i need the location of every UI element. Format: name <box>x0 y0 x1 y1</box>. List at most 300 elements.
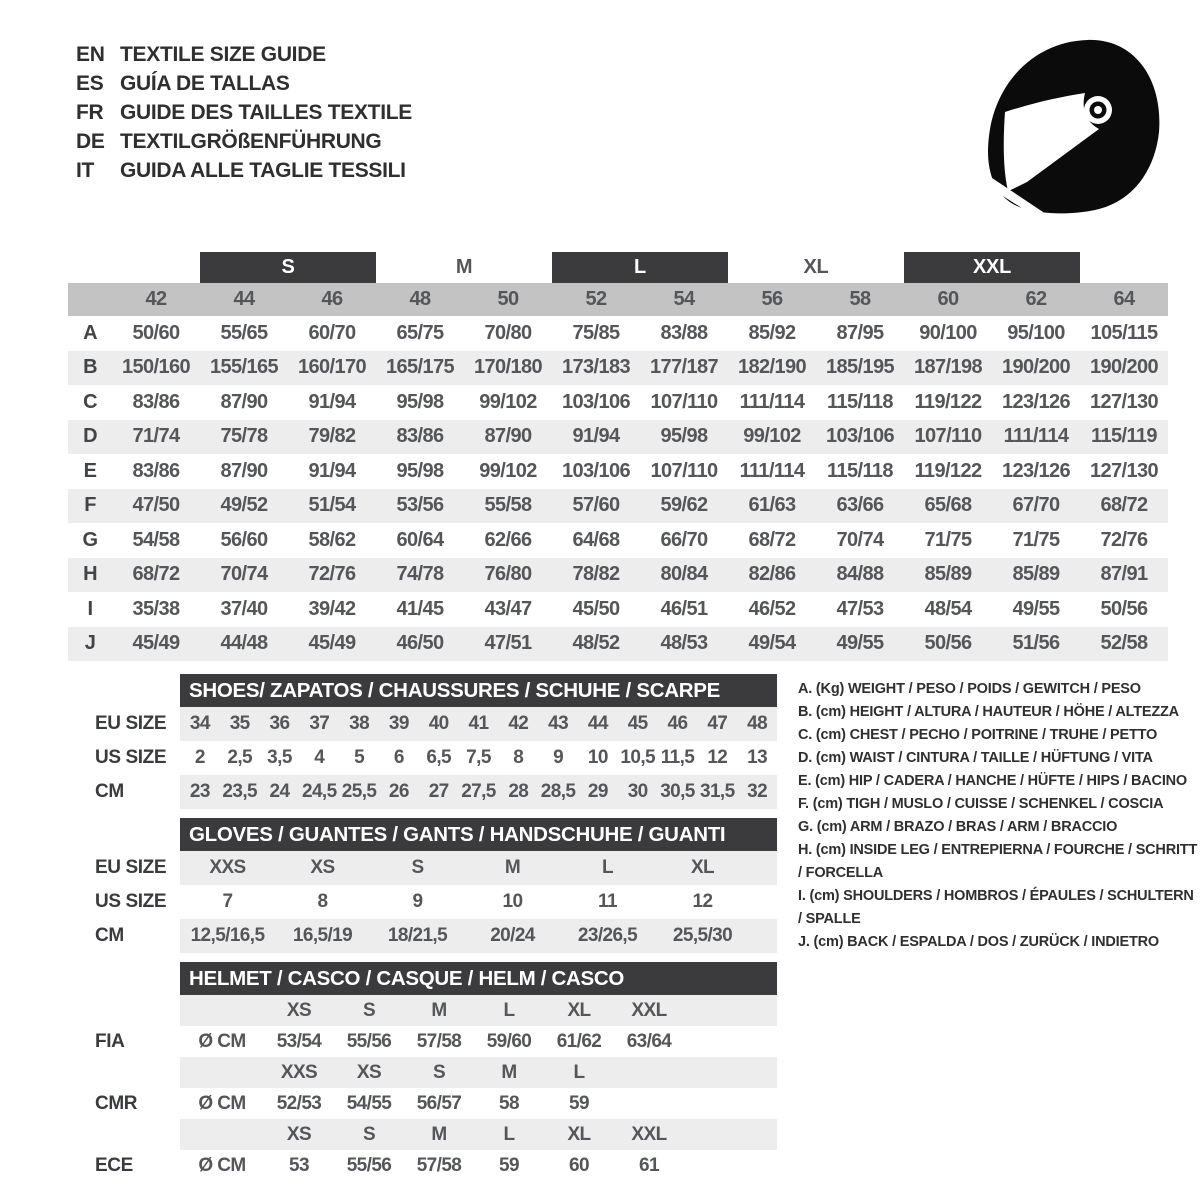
helmet-cell: 59 <box>499 1154 519 1176</box>
size-cell: 83/86 <box>132 390 180 413</box>
row-label: CM <box>95 781 124 802</box>
size-cell: 53/56 <box>396 494 444 517</box>
shoes-cell: 46 <box>667 713 688 734</box>
size-cell: 71/75 <box>1012 528 1060 551</box>
size-cell: 190/200 <box>1089 356 1159 379</box>
helmet-row <box>68 1057 1168 1088</box>
helmet-cells <box>180 1088 777 1119</box>
shoes-cell: 2,5 <box>227 747 252 768</box>
size-cell: 59/62 <box>660 494 708 517</box>
row-letter: E <box>83 459 97 482</box>
size-cell: 87/90 <box>220 390 268 413</box>
size-column-header: 42 <box>145 288 167 310</box>
gloves-cell: 7 <box>222 891 233 912</box>
size-row <box>68 454 1168 489</box>
gloves-cell: 12 <box>692 891 713 912</box>
size-cell: 74/78 <box>396 563 444 586</box>
size-cell: 78/82 <box>572 563 620 586</box>
shoes-cell: 40 <box>428 713 449 734</box>
gloves-cell: 18/21,5 <box>387 925 448 946</box>
row-label: EU SIZE <box>95 857 167 878</box>
gloves-cells <box>180 851 777 885</box>
size-cell: 67/70 <box>1012 494 1060 517</box>
row-label <box>68 995 180 1026</box>
size-cell: 115/119 <box>1091 425 1157 448</box>
gloves-cell: 23/26,5 <box>577 925 638 946</box>
size-cell: 71/75 <box>924 528 972 551</box>
row-label: US SIZE <box>95 891 167 912</box>
row-letter: H <box>83 563 97 586</box>
helmet-cell: S <box>362 999 376 1021</box>
legend-line: B. (cm) HEIGHT / ALTURA / HAUTEUR / HÖHE / ALTEZZA <box>798 704 1179 720</box>
helmet-row <box>68 1026 1168 1057</box>
size-cell: 85/92 <box>748 321 796 344</box>
size-cell: 48/54 <box>924 597 972 620</box>
size-cell: 165/175 <box>385 356 455 379</box>
row-letter: C <box>83 390 97 413</box>
helmet-cell: 59/60 <box>486 1030 532 1052</box>
row-letter: J <box>84 632 96 655</box>
helmet-cell <box>180 1119 264 1150</box>
size-cell: 99/102 <box>743 425 801 448</box>
size-cell: 68/72 <box>748 528 796 551</box>
legend-line: J. (cm) BACK / ESPALDA / DOS / ZURÜCK / INDIETRO <box>798 934 1159 950</box>
size-cell: 95/98 <box>396 459 444 482</box>
size-row <box>68 316 1168 351</box>
shoes-cell: 9 <box>553 747 564 768</box>
shoes-cells <box>180 775 777 809</box>
size-cell: 185/195 <box>825 356 895 379</box>
size-group-header: XXL <box>904 252 1080 283</box>
row-letter: D <box>83 425 97 448</box>
size-cell: 65/68 <box>924 494 972 517</box>
helmet-cell: L <box>503 1123 515 1145</box>
size-cell: 61/63 <box>748 494 796 517</box>
size-column-header: 48 <box>409 288 431 310</box>
size-cell: 41/45 <box>396 597 444 620</box>
size-cell: 70/80 <box>484 321 532 344</box>
language-code: EN <box>76 42 105 66</box>
gloves-cell: XXS <box>209 857 246 878</box>
shoes-cell: 39 <box>388 713 409 734</box>
shoes-cell: 10,5 <box>620 747 655 768</box>
size-cell: 127/130 <box>1089 459 1159 482</box>
size-cell: 90/100 <box>919 321 977 344</box>
size-rows <box>68 316 1168 661</box>
size-cell: 107/110 <box>914 425 982 448</box>
helmet-cell <box>180 995 264 1026</box>
size-cell: 47/51 <box>484 632 532 655</box>
size-cell: 66/70 <box>660 528 708 551</box>
shoes-cell: 24 <box>269 781 290 802</box>
gloves-cell: 25,5/30 <box>672 925 733 946</box>
shoes-cell: 30 <box>627 781 648 802</box>
helmet-cell: 55/56 <box>346 1030 392 1052</box>
helmet-icon-svg <box>975 36 1165 216</box>
shoes-cell: 43 <box>548 713 569 734</box>
helmet-cell: XXL <box>631 1123 667 1145</box>
gloves-cell: M <box>504 857 521 878</box>
size-cell: 47/50 <box>132 494 180 517</box>
size-cell: 83/86 <box>132 459 180 482</box>
shoes-cell: 3,5 <box>267 747 292 768</box>
shoes-cell: 47 <box>707 713 728 734</box>
language-row <box>76 40 412 69</box>
size-cell: 60/64 <box>396 528 444 551</box>
size-cell: 127/130 <box>1089 390 1159 413</box>
shoes-cell: 10 <box>587 747 608 768</box>
gloves-cell: XS <box>310 857 335 878</box>
language-row <box>76 69 412 98</box>
shoes-cell: 23 <box>189 781 210 802</box>
size-cell: 72/76 <box>308 563 356 586</box>
shoes-cell: 25,5 <box>341 781 377 802</box>
helmet-cells <box>180 995 777 1026</box>
size-cell: 47/53 <box>836 597 884 620</box>
size-cell: 70/74 <box>220 563 268 586</box>
gloves-cell: 8 <box>317 891 328 912</box>
gloves-cell: 16,5/19 <box>292 925 353 946</box>
helmet-cell: Ø CM <box>198 1154 246 1176</box>
size-cell: 115/118 <box>827 390 893 413</box>
size-cell: 62/66 <box>484 528 532 551</box>
size-group-header: XL <box>803 256 829 278</box>
shoes-cell: 41 <box>468 713 489 734</box>
size-column-band <box>68 283 1168 316</box>
size-cell: 68/72 <box>1100 494 1148 517</box>
size-cell: 44/48 <box>220 632 268 655</box>
size-cell: 56/60 <box>220 528 268 551</box>
size-cell: 50/56 <box>1100 597 1148 620</box>
row-label: EU SIZE <box>95 713 167 734</box>
size-cell: 63/66 <box>836 494 884 517</box>
size-cell: 82/86 <box>748 563 796 586</box>
shoes-cell: 6,5 <box>426 747 451 768</box>
shoes-cell: 4 <box>314 747 325 768</box>
shoes-cell: 5 <box>354 747 365 768</box>
helmet-cell: 57/58 <box>416 1154 462 1176</box>
size-cell: 48/52 <box>572 632 620 655</box>
main-size-table <box>68 252 1168 661</box>
size-cell: 83/86 <box>396 425 444 448</box>
helmet-cell: XXS <box>280 1061 318 1083</box>
row-letter: G <box>82 528 98 551</box>
size-cell: 87/91 <box>1100 563 1148 586</box>
size-cell: 65/75 <box>396 321 444 344</box>
size-cell: 111/114 <box>739 390 805 413</box>
shoes-cell: 42 <box>508 713 529 734</box>
size-cell: 75/78 <box>220 425 268 448</box>
shoes-cell: 27 <box>428 781 449 802</box>
helmet-cell: 61 <box>639 1154 659 1176</box>
size-cell: 68/72 <box>132 563 180 586</box>
row-letter: F <box>84 494 96 517</box>
size-cell: 115/118 <box>827 459 893 482</box>
size-cell: 57/60 <box>572 494 620 517</box>
language-list <box>76 40 412 185</box>
helmet-rows <box>68 995 1168 1181</box>
size-cell: 103/106 <box>561 390 631 413</box>
language-code: IT <box>76 158 95 182</box>
size-cell: 182/190 <box>737 356 807 379</box>
size-cell: 190/200 <box>1001 356 1071 379</box>
gloves-cell: 10 <box>502 891 523 912</box>
size-cell: 119/122 <box>914 459 982 482</box>
shoes-cell: 28,5 <box>540 781 576 802</box>
size-cell: 46/50 <box>396 632 444 655</box>
helmet-row <box>68 1150 1168 1181</box>
size-row <box>68 385 1168 420</box>
size-row <box>68 489 1168 524</box>
gloves-cell: L <box>601 857 613 878</box>
size-cell: 48/53 <box>660 632 708 655</box>
helmet-row <box>68 1088 1168 1119</box>
helmet-section <box>68 962 1168 1181</box>
legend-line: H. (cm) INSIDE LEG / ENTREPIERNA / FOURCHE / SCHRITT / FORCELLA <box>798 842 1198 881</box>
size-cell: 107/110 <box>650 390 718 413</box>
shoes-title-bar: SHOES/ ZAPATOS / CHAUSSURES / SCHUHE / SCARPE <box>180 674 777 707</box>
helmet-cell: Ø CM <box>198 1092 246 1114</box>
size-cell: 111/114 <box>739 459 805 482</box>
size-cell: 49/54 <box>748 632 796 655</box>
gloves-cells <box>180 885 777 919</box>
size-cell: 177/187 <box>649 356 719 379</box>
size-cell: 173/183 <box>561 356 631 379</box>
helmet-cell: 57/58 <box>416 1030 462 1052</box>
helmet-cells <box>180 1057 777 1088</box>
helmet-cell: XS <box>286 999 312 1021</box>
size-cell: 87/95 <box>836 321 884 344</box>
helmet-row <box>68 995 1168 1026</box>
helmet-cell: M <box>431 999 447 1021</box>
gloves-cell: 12,5/16,5 <box>190 925 265 946</box>
helmet-cell: M <box>431 1123 447 1145</box>
size-cell: 150/160 <box>121 356 191 379</box>
size-cell: 123/126 <box>1001 390 1071 413</box>
shoes-cell: 35 <box>229 713 250 734</box>
helmet-cell: 56/57 <box>416 1092 462 1114</box>
language-code: ES <box>76 71 104 95</box>
gloves-cell: 20/24 <box>490 925 535 946</box>
gloves-cells <box>180 919 777 953</box>
shoes-cell: 7,5 <box>466 747 491 768</box>
language-label: GUIDA ALLE TAGLIE TESSILI <box>120 158 406 182</box>
size-cell: 95/98 <box>660 425 708 448</box>
size-cell: 49/55 <box>836 632 884 655</box>
size-group-header: M <box>455 256 473 278</box>
size-row <box>68 351 1168 386</box>
language-label: GUIDE DES TAILLES TEXTILE <box>120 100 412 124</box>
size-cell: 83/88 <box>660 321 708 344</box>
size-cell: 91/94 <box>308 390 356 413</box>
legend-line: A. (Kg) WEIGHT / PESO / POIDS / GEWITCH / PESO <box>798 681 1141 697</box>
row-label: ECE <box>95 1154 133 1176</box>
helmet-cell: XL <box>567 1123 591 1145</box>
language-label: GUÍA DE TALLAS <box>120 71 290 95</box>
size-cell: 58/62 <box>308 528 356 551</box>
shoes-cell: 27,5 <box>461 781 496 802</box>
helmet-cell: S <box>362 1123 376 1145</box>
shoes-cell: 45 <box>627 713 648 734</box>
size-cell: 54/58 <box>132 528 180 551</box>
size-column-header: 56 <box>761 288 783 310</box>
legend-line: E. (cm) HIP / CADERA / HANCHE / HÜFTE / HIPS / BACINO <box>798 773 1187 789</box>
size-group-header: L <box>552 252 728 283</box>
shoes-cell: 38 <box>349 713 370 734</box>
helmet-cell: XS <box>356 1061 382 1083</box>
size-column-header: 44 <box>233 288 255 310</box>
size-column-header: 54 <box>673 288 695 310</box>
helmet-cell: XXL <box>631 999 667 1021</box>
helmet-cell: 58 <box>499 1092 519 1114</box>
language-row <box>76 127 412 156</box>
size-column-header: 52 <box>585 288 607 310</box>
size-cell: 79/82 <box>308 425 356 448</box>
shoes-cell: 31,5 <box>699 781 735 802</box>
shoes-cell: 29 <box>587 781 608 802</box>
size-cell: 52/58 <box>1100 632 1148 655</box>
shoes-cell: 44 <box>587 713 608 734</box>
gloves-cell: 11 <box>598 891 617 912</box>
legend-line: D. (cm) WAIST / CINTURA / TAILLE / HÜFTUNG / VITA <box>798 750 1153 766</box>
shoes-cells <box>180 707 777 741</box>
size-cell: 91/94 <box>572 425 620 448</box>
size-cell: 87/90 <box>220 459 268 482</box>
size-column-header: 64 <box>1113 288 1135 310</box>
size-cell: 85/89 <box>924 563 972 586</box>
row-letter: B <box>83 356 97 379</box>
size-cell: 49/52 <box>220 494 268 517</box>
row-label <box>68 1057 180 1088</box>
helmet-cell: Ø CM <box>198 1030 246 1052</box>
measurement-legend <box>798 678 1200 954</box>
size-cell: 103/106 <box>825 425 895 448</box>
helmet-cell: 53 <box>289 1154 309 1176</box>
helmet-cell: 53/54 <box>276 1030 322 1052</box>
size-cell: 50/56 <box>924 632 972 655</box>
size-cell: 60/70 <box>308 321 356 344</box>
language-row <box>76 156 412 185</box>
row-label: CM <box>95 925 124 946</box>
language-code: FR <box>76 100 104 124</box>
helmet-cell: XS <box>286 1123 312 1145</box>
size-cell: 50/60 <box>132 321 180 344</box>
size-cell: 111/114 <box>1003 425 1069 448</box>
gloves-cell: 9 <box>412 891 423 912</box>
gloves-title-bar: GLOVES / GUANTES / GANTS / HANDSCHUHE / GUANTI <box>180 818 777 851</box>
size-cell: 91/94 <box>308 459 356 482</box>
helmet-title-bar: HELMET / CASCO / CASQUE / HELM / CASCO <box>180 962 777 995</box>
size-row <box>68 592 1168 627</box>
size-cell: 37/40 <box>220 597 268 620</box>
legend-line: F. (cm) TIGH / MUSLO / CUISSE / SCHENKEL / COSCIA <box>798 796 1164 812</box>
helmet-cell: M <box>501 1061 517 1083</box>
size-cell: 55/58 <box>484 494 532 517</box>
shoes-cell: 32 <box>747 781 768 802</box>
size-group-header: S <box>200 252 376 283</box>
shoes-cell: 24,5 <box>301 781 337 802</box>
row-letter: A <box>83 321 97 344</box>
helmet-cell: L <box>573 1061 585 1083</box>
helmet-cell: 52/53 <box>276 1092 322 1114</box>
helmet-cell <box>180 1057 264 1088</box>
size-cell: 123/126 <box>1001 459 1071 482</box>
helmet-cell: 54/55 <box>346 1092 392 1114</box>
language-row <box>76 98 412 127</box>
helmet-cell: L <box>503 999 515 1021</box>
helmet-cells <box>180 1119 777 1150</box>
size-cell: 70/74 <box>836 528 884 551</box>
helmet-icon <box>975 36 1165 216</box>
row-label: FIA <box>95 1030 125 1052</box>
size-cell: 85/89 <box>1012 563 1060 586</box>
size-cell: 46/51 <box>660 597 708 620</box>
size-cell: 51/54 <box>308 494 356 517</box>
size-cell: 45/49 <box>132 632 180 655</box>
helmet-cell: 60 <box>569 1154 589 1176</box>
legend-line: G. (cm) ARM / BRAZO / BRAS / ARM / BRACCIO <box>798 819 1118 835</box>
shoes-cell: 11,5 <box>660 747 695 768</box>
size-cell: 187/198 <box>913 356 983 379</box>
helmet-cell: 61/62 <box>556 1030 602 1052</box>
shoes-cells <box>180 741 777 775</box>
size-row <box>68 420 1168 455</box>
size-cell: 170/180 <box>473 356 543 379</box>
size-cell: 99/102 <box>479 459 537 482</box>
size-cell: 80/84 <box>660 563 708 586</box>
size-cell: 45/49 <box>308 632 356 655</box>
shoes-cell: 26 <box>388 781 409 802</box>
size-cell: 105/115 <box>1090 321 1158 344</box>
size-cell: 43/47 <box>484 597 532 620</box>
size-cell: 64/68 <box>572 528 620 551</box>
shoes-cell: 8 <box>513 747 524 768</box>
size-cell: 71/74 <box>132 425 180 448</box>
shoes-cell: 37 <box>309 713 330 734</box>
size-column-header: 62 <box>1025 288 1047 310</box>
helmet-cell: XL <box>567 999 591 1021</box>
size-cell: 103/106 <box>561 459 631 482</box>
shoes-cell: 28 <box>508 781 529 802</box>
size-cell: 72/76 <box>1100 528 1148 551</box>
size-cell: 119/122 <box>914 390 982 413</box>
gloves-cell: S <box>411 857 424 878</box>
shoes-cell: 48 <box>747 713 768 734</box>
size-column-header: 58 <box>849 288 871 310</box>
legend-line: C. (cm) CHEST / PECHO / POITRINE / TRUHE / PETTO <box>798 727 1158 743</box>
legend-line: I. (cm) SHOULDERS / HOMBROS / ÉPAULES / SCHULTERN / SPALLE <box>798 888 1194 927</box>
helmet-cells <box>180 1026 777 1057</box>
size-cell: 76/80 <box>484 563 532 586</box>
shoes-cell: 12 <box>707 747 728 768</box>
helmet-cell: 63/64 <box>626 1030 672 1052</box>
shoes-cell: 30,5 <box>660 781 695 802</box>
size-cell: 84/88 <box>836 563 884 586</box>
size-cell: 155/165 <box>209 356 279 379</box>
size-group-row <box>68 252 1168 283</box>
helmet-cell: S <box>432 1061 446 1083</box>
size-row <box>68 627 1168 662</box>
size-column-header: 60 <box>937 288 959 310</box>
size-cell: 107/110 <box>650 459 718 482</box>
size-cell: 51/56 <box>1012 632 1060 655</box>
shoes-cell: 34 <box>189 713 210 734</box>
size-cell: 95/98 <box>396 390 444 413</box>
size-cell: 95/100 <box>1007 321 1065 344</box>
row-label <box>68 1119 180 1150</box>
size-cell: 45/50 <box>572 597 620 620</box>
size-cell: 39/42 <box>308 597 356 620</box>
